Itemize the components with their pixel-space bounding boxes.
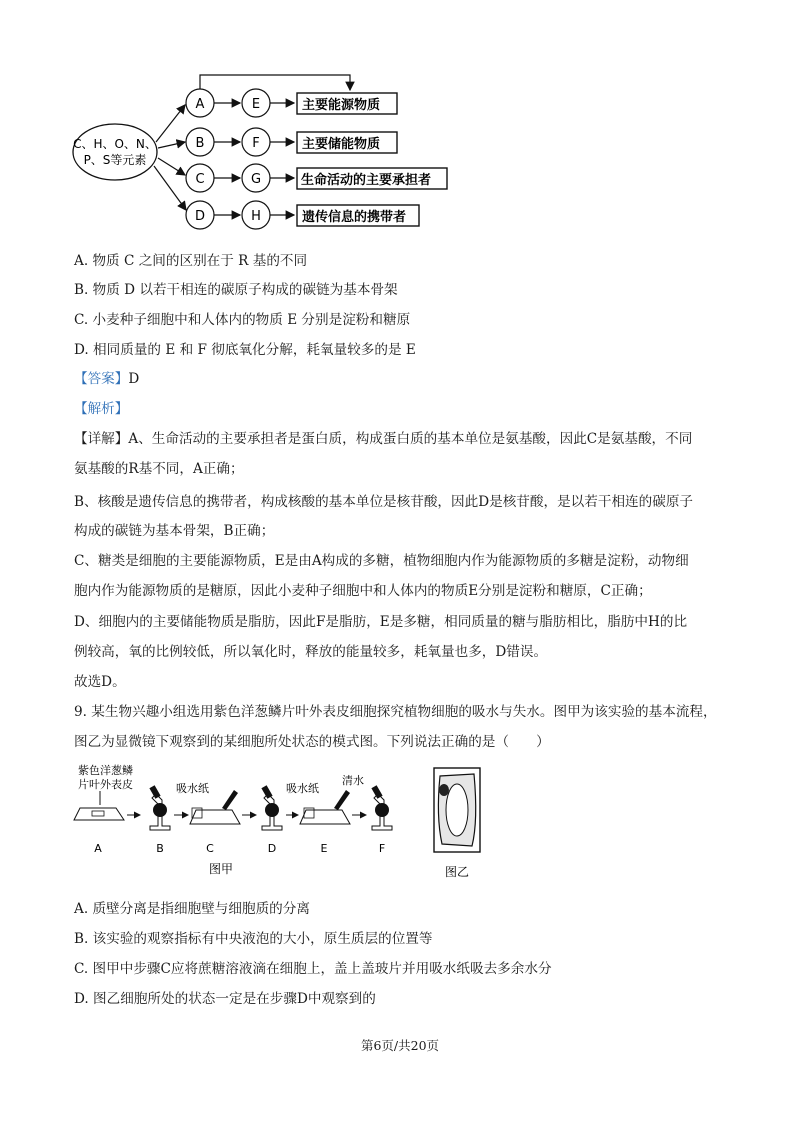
- svg-text:E: E: [320, 842, 328, 855]
- svg-text:E: E: [251, 97, 261, 112]
- analysis-line: [74, 400, 128, 418]
- detail-label: 【详解】: [74, 431, 129, 447]
- detail-line-5: C、糖类是细胞的主要能源物质，E是由A构成的多糖，植物细胞内作为能源物质的多糖是淀粉，动物细: [74, 553, 689, 569]
- q8-option-b: B. 物质 D 以若干相连的碳原子构成的碳链为基本骨架: [74, 282, 398, 298]
- q8-option-a: A. 物质 C 之间的区别在于 R 基的不同: [74, 253, 308, 269]
- svg-text:G: G: [250, 172, 262, 187]
- svg-text:F: F: [252, 136, 260, 151]
- q9-stem-line-1: 9. 某生物兴趣小组选用紫色洋葱鳞片叶外表皮细胞探究植物细胞的吸水与失水。图甲为该实验的基本流程，: [74, 704, 717, 720]
- detail-line-6: 胞内作为能源物质的是糖原，因此小麦种子细胞中和人体内的物质E分别是淀粉和糖原，C正确；: [74, 583, 652, 599]
- blotting-paper-label-2: 吸水纸: [286, 782, 319, 795]
- plasmolysis-cell-figure: [430, 766, 490, 886]
- microscope-b: [149, 785, 170, 830]
- slide-e: [300, 810, 350, 824]
- blotting-paper-label-1: 吸水纸: [176, 782, 209, 795]
- detail-line-7: D、细胞内的主要储能物质是脂肪，因此F是脂肪，E是多糖，相同质量的糖与脂肪相比，脂肪中H的比: [74, 614, 688, 630]
- onion-label-line2: 片叶外表皮: [78, 778, 133, 791]
- page-footer: 第6页/共20页: [360, 1038, 440, 1053]
- svg-text:D: D: [194, 209, 206, 224]
- slide-c: [190, 810, 240, 824]
- elements-label-line2: P、S等元素: [83, 153, 147, 167]
- svg-text:H: H: [251, 209, 261, 224]
- analysis-label: 【解析】: [74, 401, 129, 417]
- box-main-storage-label: 主要储能物质: [302, 137, 381, 152]
- detail-line-2: 氨基酸的R基不同，A正确；: [74, 461, 244, 477]
- figure-jia-caption: 图甲: [209, 862, 234, 876]
- svg-text:C: C: [206, 842, 214, 855]
- q8-option-c: C. 小麦种子细胞中和人体内的物质 E 分别是淀粉和糖原: [74, 312, 411, 328]
- svg-text:A: A: [195, 97, 205, 112]
- q8-option-d: D. 相同质量的 E 和 F 彻底氧化分解，耗氧量较多的是 E: [74, 342, 416, 358]
- elements-label-line1: C、H、O、N、: [73, 137, 157, 151]
- slide-a: [74, 808, 124, 820]
- answer-label: 【答案】: [74, 371, 129, 387]
- svg-text:C: C: [195, 172, 205, 187]
- box-genetic-info-label: 遗传信息的携带者: [302, 210, 407, 225]
- microscope-d: [261, 785, 282, 830]
- svg-text:F: F: [378, 842, 386, 855]
- q9-option-a: A. 质壁分离是指细胞壁与细胞质的分离: [74, 901, 310, 917]
- detail-line-9: 故选D。: [74, 674, 126, 690]
- svg-text:D: D: [267, 842, 277, 855]
- q9-option-d: D. 图乙细胞所处的状态一定是在步骤D中观察到的: [74, 991, 376, 1007]
- detail-line-3: B、核酸是遗传信息的携带者，构成核酸的基本单位是核苷酸，因此D是核苷酸，是以若干相连的碳原子: [74, 494, 694, 510]
- q9-stem-line-2: 图乙为显微镜下观察到的某细胞所处状态的模式图。下列说法正确的是（ ）: [74, 734, 550, 750]
- answer-value: D: [128, 371, 140, 387]
- box-life-activity-label: 生命活动的主要承担者: [301, 173, 432, 188]
- q9-option-b: B. 该实验的观察指标有中央液泡的大小，原生质层的位置等: [74, 931, 433, 947]
- svg-text:A: A: [94, 842, 102, 855]
- detail-line-1: 【详解】A、生命活动的主要承担者是蛋白质，构成蛋白质的基本单位是氨基酸，因此C是氨基酸，不同: [74, 431, 693, 447]
- detail-line-8: 例较高，氧的比例较低，所以氧化时，释放的能量较多，耗氧量也多，D错误。: [74, 644, 548, 660]
- onion-label-line1: 紫色洋葱鳞: [78, 764, 133, 777]
- biomolecule-flow-diagram: [70, 70, 460, 235]
- svg-text:B: B: [156, 842, 164, 855]
- elements-ellipse: [73, 124, 157, 180]
- box-main-energy-label: 主要能源物质: [302, 98, 381, 113]
- microscope-f: [371, 785, 392, 830]
- experiment-flow-figure: [72, 760, 427, 885]
- answer-line: [74, 370, 139, 388]
- svg-text:B: B: [195, 136, 205, 151]
- q9-option-c: C. 图甲中步骤C应将蔗糖溶液滴在细胞上，盖上盖玻片并用吸水纸吸去多余水分: [74, 961, 552, 977]
- figure-yi-caption: 图乙: [445, 865, 470, 879]
- detail-line-4: 构成的碳链为基本骨架，B正确；: [74, 523, 275, 539]
- water-label: 清水: [342, 774, 364, 787]
